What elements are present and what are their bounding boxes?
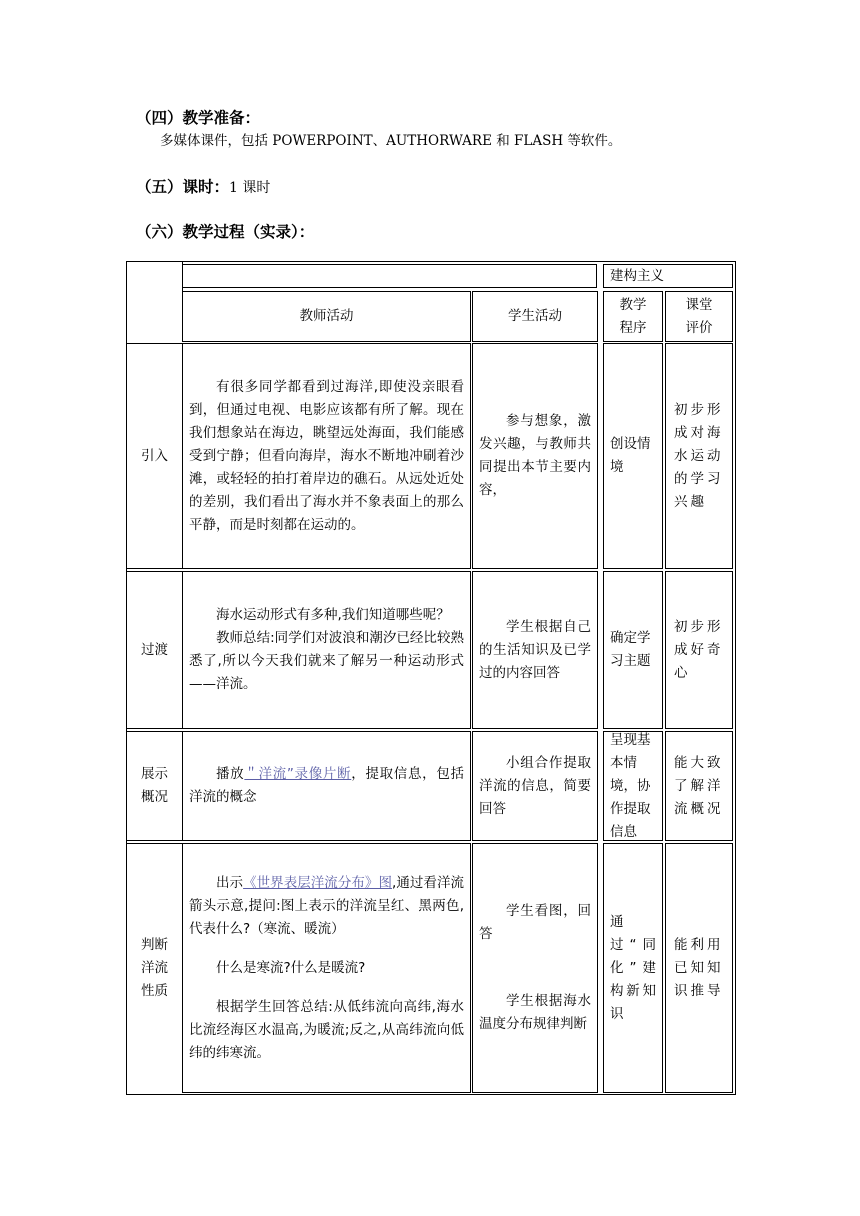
lesson-process-table <box>126 261 736 1095</box>
hours-value: 1 课时 <box>229 180 271 196</box>
stage-header-cell <box>127 262 183 342</box>
teacher-activity-transition: 海水运动形式有多种,我们知道哪些呢？ 教师总结:同学们对波浪和潮汐已经比较熟悉了,所以今天我们就来了解另一种运动形式——洋流。 <box>182 571 471 729</box>
teacher-activity-judge: 出示《世界表层洋流分布》图,通过看洋流箭头示意,提问:图上表示的洋流呈红、黑两色,代表什么?（寒流、暖流） 什么是寒流?什么是暖流? 根据学生回答总结:从低纬流向高纬,海水比流经海区水温高,为暖流;反之,从高纬流向低纬的纬寒流。 <box>182 843 471 1093</box>
stage-cell-judge: 判断洋流性质 <box>127 843 183 1093</box>
student-activity-overview: 小组合作提取洋流的信息，简要回答 <box>472 731 598 841</box>
world-currents-map-link[interactable]: 《世界表层洋流分布》图 <box>243 874 393 891</box>
section-heading-prep <box>136 106 260 128</box>
evaluation-judge: 能利用已知知识推导 <box>665 843 733 1093</box>
stage-cell-intro: 引入 <box>127 343 183 569</box>
procedure-overview: 呈现基本情境，协作提取信息 <box>603 731 663 841</box>
evaluation-overview: 能大致了解洋流概况 <box>665 731 733 841</box>
procedure-transition: 确定学习主题 <box>603 571 663 729</box>
stage-cell-transition: 过渡 <box>127 571 183 729</box>
evaluation-header: 课堂评价 <box>665 291 733 342</box>
header-spacer-cell <box>182 264 597 288</box>
student-activity-intro: 参与想象，激发兴趣，与教师共同提出本节主要内容， <box>472 343 598 569</box>
student-activity-header: 学生活动 <box>472 291 598 342</box>
procedure-judge: 通过“同化”建构新知识 <box>603 843 663 1093</box>
student-activity-transition: 学生根据自己的生活知识及已学过的内容回答 <box>472 571 598 729</box>
procedure-header: 教学程序 <box>603 291 663 342</box>
student-activity-judge: 学生看图，回答 学生根据海水温度分布规律判断 <box>472 843 598 1093</box>
teacher-activity-header: 教师活动 <box>182 291 471 342</box>
section-heading-process <box>136 220 314 242</box>
stage-cell-overview: 展示概况 <box>127 731 183 841</box>
process-title: （六）教学过程（实录）： <box>136 222 315 241</box>
teacher-activity-intro: 有很多同学都看到过海洋,即使没亲眼看到，但通过电视、电影应该都有所了解。现在我们想象站在海边，眺望远处海面，我们能感受到宁静；但看向海岸，海水不断地冲刷着沙滩，或轻轻的拍打着岸边的礁石。从远处近处的差别，我们看出了海水并不象表面上的那么平静，而是时刻都在运动的。 <box>182 343 471 569</box>
teacher-activity-overview: 播放＂洋流”录像片断，提取信息，包括洋流的概念 <box>182 731 471 841</box>
video-clip-link[interactable]: ＂洋流”录像片断 <box>244 766 352 782</box>
hours-title: （五）课时： <box>136 177 230 196</box>
evaluation-intro: 初步形成对海水运动的学习兴趣 <box>665 343 733 569</box>
section-heading-hours <box>136 175 270 197</box>
evaluation-transition: 初步形成好奇心 <box>665 571 733 729</box>
procedure-intro: 创设情境 <box>603 343 663 569</box>
prep-title: （四）教学准备： <box>136 108 261 127</box>
prep-text: 多媒体课件，包括 POWERPOINT、AUTHORWARE 和 FLASH 等软件。 <box>160 133 622 149</box>
constructivism-header: 建构主义 <box>603 264 733 288</box>
